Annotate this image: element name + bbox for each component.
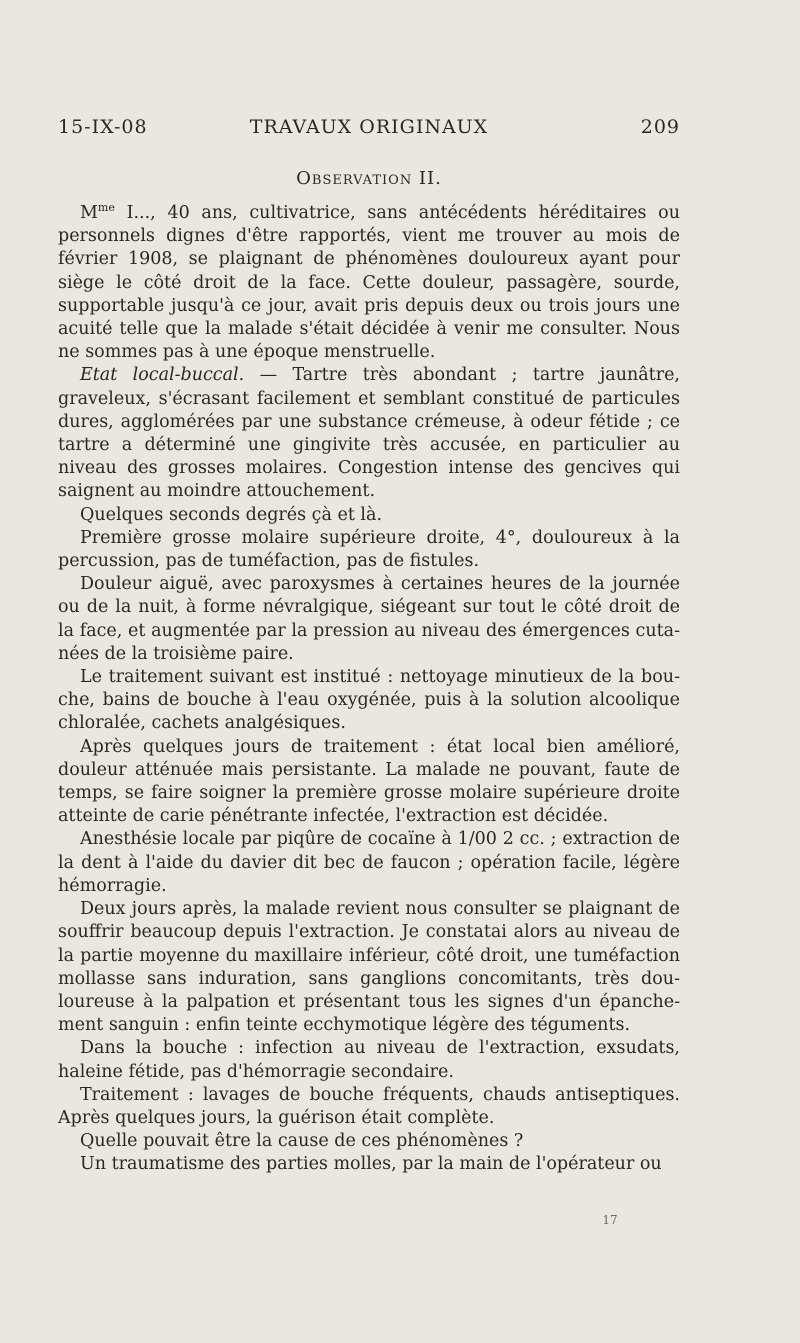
paragraph [58, 736, 680, 829]
paragraph-text: Traitement : lavages de bouche fréquents, chauds antiseptiques. Après quelques jours, la guérison était complète. [58, 1084, 680, 1128]
paragraph-text: Après quelques jours de traitement : état local bien amélioré, douleur atténuée mais persistante. La malade ne pouvant, faute de temps, se faire soigner la première grosse molaire supérieure droite atteinte de carie pénétrante infectée, l'extraction est décidée. [58, 736, 680, 827]
paragraph-text: Première grosse molaire supérieure droite, 4°, douloureux à la percussion, pas de tuméfaction, pas de fistules. [58, 527, 680, 572]
paragraph [58, 1084, 680, 1130]
paragraph [58, 1037, 680, 1083]
header-title: TRAVAUX ORIGINAUX [249, 116, 489, 138]
paragraph-superscript: me [97, 201, 115, 215]
paragraph-text: — Tartre très abondant ; tartre jaunâtre, graveleux, s'écrasant facilement et semblant constitué de particules dures, agglomérées par une substance crémeuse, à odeur fétide ; ce tartre a déterminé une gingivite très accusée, en particulier au niveau des grosses molaires. Congestion intense des gencives qui saignent au moindre attouchement. [58, 365, 680, 502]
signature-mark: 17 [602, 1213, 618, 1227]
paragraph-text: Douleur aiguë, avec paroxysmes à certaines heures de la journée ou de la nuit, à forme névralgique, siégeant sur tout le côté droit de la face, et augmentée par la pression au niveau des émergences cutanées de la troisième paire. [58, 574, 680, 664]
paragraph [58, 504, 680, 527]
paragraph-text: Quelle pouvait être la cause de ces phénomènes ? [80, 1131, 524, 1152]
paragraph-text: Deux jours après, la malade revient nous consulter se plaignant de souffrir beaucoup depuis l'extraction. Je constatai alors au niveau de la partie moyenne du maxillaire inférieur, côté droit, une tuméfaction mollasse sans induration, sans ganglions concomitants, très douloureuse à la palpation et présentant tous les signes d'un épanchement sanguin : enfin teinte ecchymotique légère des téguments. [58, 899, 680, 1036]
paragraph-text: Dans la bouche : infection au niveau de l'extraction, exsudats, haleine fétide, pas d'hémorragie secondaire. [58, 1038, 680, 1082]
paragraph-text: I..., 40 ans, cultivatrice, sans antécédents héréditaires ou personnels dignes d'être rapportés, vient me trouver au mois de février 1908, se plaignant de phénomènes douloureux ayant pour siège le côté droit de la face. Cette douleur, passagère, sourde, supportable jusqu'à ce jour, avait pris depuis deux ou trois jours une acuité telle que la malade s'était décidée à venir me consulter. Nous ne sommes pas à une époque menstruelle. [58, 203, 680, 363]
paragraph-prefix: M [80, 203, 98, 223]
paragraph [58, 828, 680, 898]
body-text [58, 202, 680, 1177]
paragraph-text: Anesthésie locale par piqûre de cocaïne à 1/00 2 cc. ; extraction de la dent à l'aide du davier dit bec de faucon ; opération facile, légère hémorragie. [58, 829, 680, 896]
paragraph [58, 1153, 680, 1176]
paragraph [58, 527, 680, 573]
page-number: 209 [640, 116, 680, 138]
observation-title: Observation II. [296, 168, 442, 189]
paragraph-lead: Etat local-buccal. [80, 365, 245, 386]
paragraph [58, 364, 680, 503]
paragraph [58, 202, 680, 364]
paragraph [58, 1130, 680, 1153]
paragraph [58, 898, 680, 1037]
header-date: 15-IX-08 [58, 116, 148, 138]
paragraph-text: Un traumatisme des parties molles, par la main de l'opérateur ou [80, 1154, 662, 1175]
paragraph [58, 573, 680, 666]
paragraph [58, 666, 680, 736]
paragraph-text: Quelques seconds degrés çà et là. [80, 504, 383, 525]
paragraph-text: Le traitement suivant est institué : nettoyage minutieux de la bouche, bains de bouche à l'eau oxygénée, puis à la solution alcoolique chloralée, cachets analgésiques. [58, 667, 680, 734]
